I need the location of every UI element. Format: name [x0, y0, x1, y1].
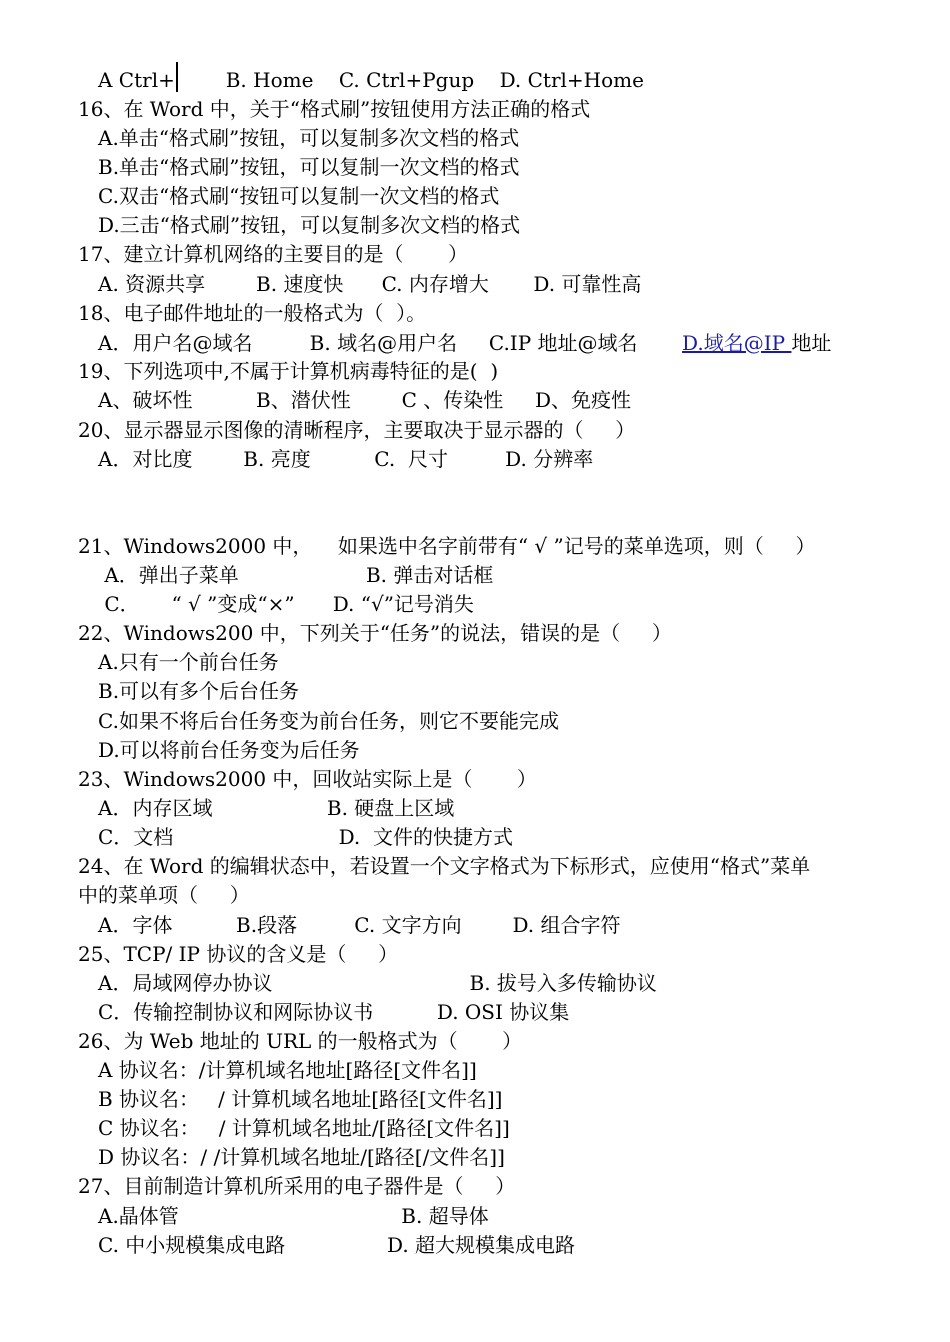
q16-option-c: C.双击“格式刷“按钮可以复制一次文档的格式 — [98, 184, 500, 208]
q26-question: 26、为 Web 地址的 URL 的一般格式为（ ） — [78, 1029, 523, 1053]
q21-options-cd: C． “ √ ”变成“×” D. “√”记号消失 — [98, 592, 474, 616]
q25-question: 25、TCP/ IP 协议的含义是（ ） — [78, 942, 399, 966]
q24-question-line2: 中的菜单项（ ） — [78, 883, 250, 907]
q22-option-c: C.如果不将后台任务变为前台任务，则它不要能完成 — [98, 709, 559, 733]
q19-question: 19、下列选项中,不属于计算机病毒特征的是( ) — [78, 359, 499, 383]
q26-option-c: C 协议名： / 计算机域名地址/[路径[文件名]] — [98, 1116, 510, 1140]
q21-question: 21、Windows2000 中， 如果选中名字前带有“ √ ”记号的菜单选项，则（ ） — [78, 534, 816, 558]
q18-options-text: A．用户名@域名 B. 域名@用户名 C.IP 地址@域名 — [98, 331, 683, 355]
q27-options-cd: C. 中小规模集成电路 D. 超大规模集成电路 — [98, 1233, 576, 1257]
q27-options-ab: A.晶体管 B. 超导体 — [98, 1204, 489, 1228]
q24-question-line1: 24、在 Word 的编辑状态中，若设置一个文字格式为下标形式，应使用“格式”菜单 — [78, 854, 811, 878]
q20-question: 20、显示器显示图像的清晰程序，主要取决于显示器的（ ） — [78, 418, 636, 442]
q23-options-ab: A．内存区域 B. 硬盘上区域 — [98, 796, 455, 820]
q26-option-d: D 协议名：/ /计算机域名地址/[路径[/文件名]] — [98, 1145, 505, 1169]
q17-question: 17、建立计算机网络的主要目的是（ ） — [78, 242, 468, 266]
q24-options: A．字体 B.段落 C. 文字方向 D. 组合字符 — [98, 913, 621, 937]
q18-question: 18、电子邮件地址的一般格式为（ ）。 — [78, 301, 427, 325]
q22-option-b: B.可以有多个后台任务 — [98, 679, 300, 703]
q26-option-a: A 协议名：/计算机域名地址[路径[文件名]] — [98, 1058, 477, 1082]
q25-options-cd: C．传输控制协议和网际协议书 D. OSI 协议集 — [98, 1000, 570, 1024]
q15-options: A Ctrl+ B. Home C. Ctrl+Pgup D. Ctrl+Home — [98, 68, 644, 92]
q22-option-d: D.可以将前台任务变为后任务 — [98, 738, 360, 762]
q20-options: A．对比度 B. 亮度 C. 尺寸 D. 分辨率 — [98, 447, 594, 471]
q22-question: 22、Windows200 中，下列关于“任务”的说法，错误的是（ ） — [78, 621, 672, 645]
q16-option-d: D.三击“格式刷”按钮，可以复制多次文档的格式 — [98, 213, 521, 237]
q19-options: A、破坏性 B、潜伏性 C 、传染性 D、免疫性 — [98, 388, 632, 412]
q17-options: A. 资源共享 B. 速度快 C. 内存增大 D. 可靠性高 — [98, 272, 642, 296]
q23-question: 23、Windows2000 中，回收站实际上是（ ） — [78, 767, 537, 791]
q16-option-a: A.单击“格式刷”按钮，可以复制多次文档的格式 — [98, 126, 520, 150]
q16-question: 16、在 Word 中，关于“格式刷”按钮使用方法正确的格式 — [78, 97, 591, 121]
q23-options-cd: C．文档 D. 文件的快捷方式 — [98, 825, 513, 849]
q18-options-tail: 地址 — [791, 331, 832, 355]
q26-option-b: B 协议名： / 计算机域名地址[路径[文件名]] — [98, 1087, 503, 1111]
q22-option-a: A.只有一个前台任务 — [98, 650, 279, 674]
q27-question: 27、目前制造计算机所采用的电子器件是（ ） — [78, 1174, 516, 1198]
q18-options — [98, 331, 831, 355]
q25-options-ab: A．局域网停办协议 B. 拔号入多传输协议 — [98, 971, 657, 995]
q21-options-ab: A．弹出子菜单 B. 弹击对话框 — [98, 563, 494, 587]
q16-option-b: B.单击“格式刷”按钮，可以复制一次文档的格式 — [98, 155, 520, 179]
q18-option-d-link[interactable]: D.域名@IP — [682, 331, 792, 355]
